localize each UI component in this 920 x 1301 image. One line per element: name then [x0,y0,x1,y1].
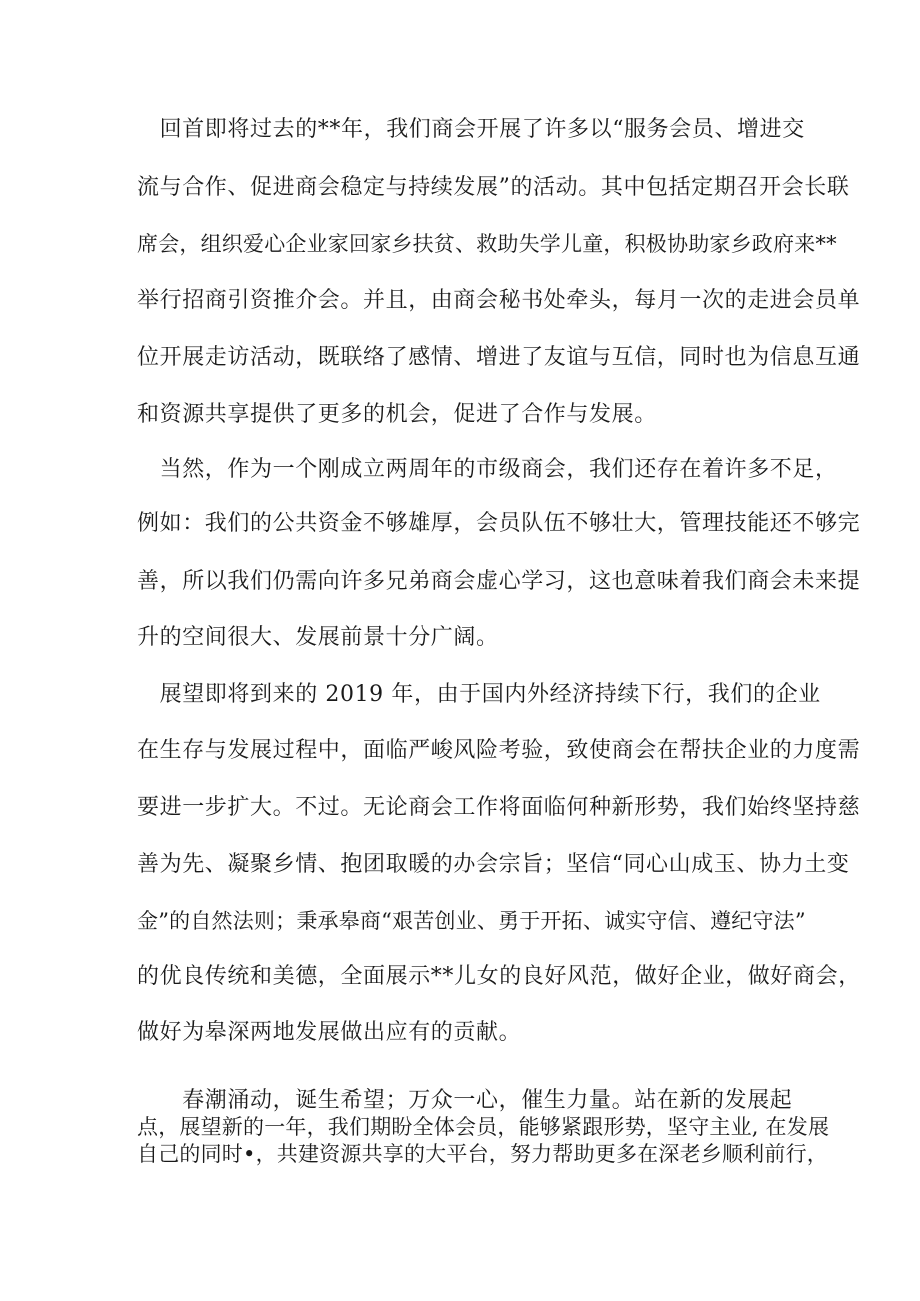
paragraph-4-line-3: 自己的同时•，共建资源共享的大平台，努力帮助更多在深老乡顺利前行， [137,1142,828,1166]
paragraph-1-line-4: 举行招商引资推介会。并且，由商会秘书处牵头，每月一次的走进会员单 [137,288,861,313]
paragraph-4-line-2: 点，展望新的一年，我们期盼全体会员，能够紧跟形势，坚守主业, 在发展 [137,1115,830,1139]
paragraph-4-line-1: 春潮涌动，诞生希望；万众一心，催生力量。站在新的发展起 [137,1088,793,1113]
paragraph-3-line-1: 展望即将到来的 2019 年，由于国内外经济持续下行，我们的企业 [137,682,821,707]
paragraph-2-line-2: 例如：我们的公共资金不够雄厚，会员队伍不够壮大，管理技能还不够完 [137,511,861,536]
paragraph-1-line-1: 回首即将过去的**年，我们商会开展了许多以“服务会员、增进交 [137,117,805,142]
paragraph-1-line-5: 位开展走访活动，既联络了感情、增进了友谊与互信，同时也为信息互通 [137,345,861,370]
paragraph-3-line-7: 做好为皋深两地发展做出应有的贡献。 [137,1020,522,1045]
paragraph-3-line-2: 在生存与发展过程中，面临严峻风险考验，致使商会在帮扶企业的力度需 [137,738,861,763]
paragraph-2-line-4: 升的空间很大、发展前景十分广阔。 [137,625,499,650]
paragraph-2-line-1: 当然，作为一个刚成立两周年的市级商会，我们还存在着许多不足， [137,457,838,482]
paragraph-3-line-4: 善为先、凝聚乡情、抱团取暖的办会宗旨；坚信“同心山成玉、协力土变 [137,852,850,877]
paragraph-2-line-3: 善，所以我们仍需向许多兄弟商会虚心学习，这也意味着我们商会未来提 [137,569,861,594]
paragraph-3-line-5: 金”的自然法则；秉承皋商“艰苦创业、勇于开拓、诚实守信、遵纪守法” [137,909,806,933]
paragraph-3-line-6: 的优良传统和美德，全面展示**儿女的良好风范，做好企业，做好商会， [137,964,861,989]
paragraph-1-line-2: 流与合作、促进商会稳定与持续发展”的活动。其中包括定期召开会长联 [137,175,850,200]
paragraph-1-line-3: 席会，组织爱心企业家回家乡扶贫、救助失学儿童，积极协助家乡政府来** [137,232,837,256]
paragraph-1-line-6: 和资源共享提供了更多的机会，促进了合作与发展。 [137,402,657,427]
paragraph-3-line-3: 要进一步扩大。不过。无论商会工作将面临何种新形势，我们始终坚持慈 [137,795,861,820]
